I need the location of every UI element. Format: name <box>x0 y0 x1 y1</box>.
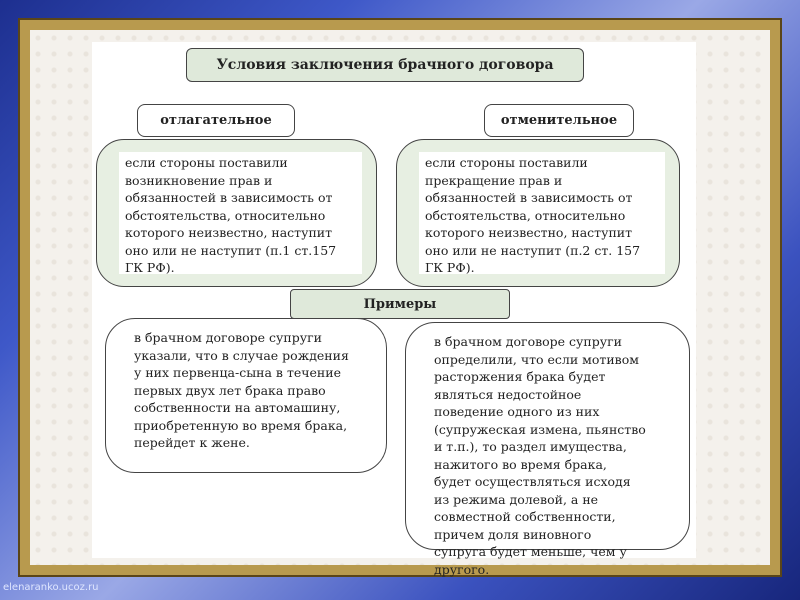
resolutive-condition-text: если стороны поставили прекращение прав и обязанностей в зависимость от обстоятельства, относительно которого неизвестно, наступит оно или не наступит (п.2 ст. 157 ГК РФ). <box>419 152 665 274</box>
site-watermark: elenaranko.ucoz.ru <box>3 582 99 593</box>
resolutive-example-box: в брачном договоре супруги определили, что если мотивом расторжения брака будет являться недостойное поведение одного из них (супружеская измена, пьянство и т.п.), то раздел имущества, нажитого во время брака, будет осуществляться исходя из режима долевой, а не совместной собственности, причем доля виновного супруга будет меньше, чем у другого. <box>405 322 690 550</box>
resolutive-condition-label: отменительное <box>484 104 634 137</box>
examples-label: Примеры <box>290 289 510 319</box>
resolutive-condition-box <box>396 139 680 287</box>
suspensive-condition-text: если стороны поставили возникновение прав и обязанностей в зависимость от обстоятельства, относительно которого неизвестно, наступит оно или не наступит (п.1 ст.157 ГК РФ). <box>119 152 362 274</box>
suspensive-condition-label: отлагательное <box>137 104 295 137</box>
suspensive-example-box: в брачном договоре супруги указали, что в случае рождения у них первенца-сына в течение первых двух лет брака право собственности на автомашину, приобретенную во время брака, перейдет к жене. <box>105 318 387 473</box>
suspensive-condition-box <box>96 139 377 287</box>
diagram-title: Условия заключения брачного договора <box>186 48 584 82</box>
